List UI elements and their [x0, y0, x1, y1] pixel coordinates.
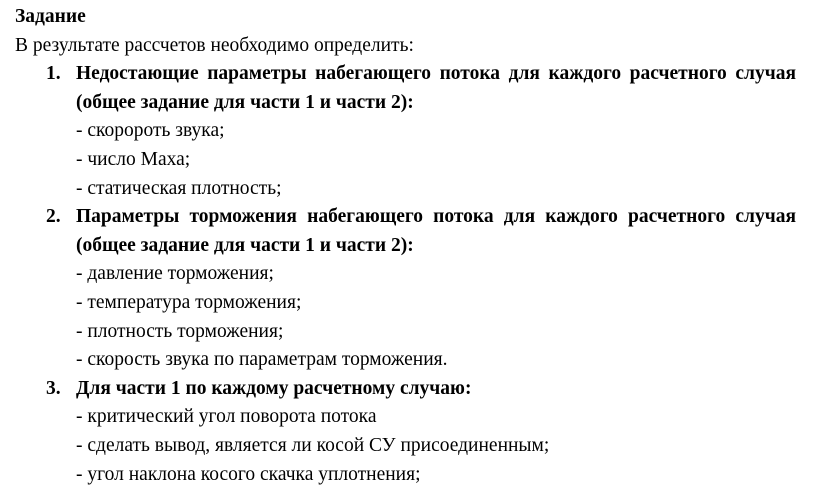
task-subitem: - скоророть звука;: [76, 120, 225, 142]
task-subitem: - критический угол поворота потока: [76, 406, 377, 428]
task-number: 2.: [46, 206, 61, 228]
task-subitem: - статическая плотность;: [76, 177, 282, 199]
task-subitem: - плотность торможения;: [76, 320, 284, 342]
task-subitem: - скорость звука по параметрам торможения.: [76, 349, 448, 371]
task-item-2: [15, 203, 800, 375]
document-heading: Задание: [15, 6, 86, 27]
task-number: 3.: [46, 377, 61, 399]
task-list: [15, 60, 800, 489]
task-subitem: - число Маха;: [76, 148, 191, 170]
task-subitem: - сделать вывод, является ли косой СУ присоединенным;: [76, 434, 550, 456]
task-subitem: - температура торможения;: [76, 291, 302, 313]
task-item-3: [15, 375, 800, 489]
intro-text: В результате рассчетов необходимо определить:: [15, 34, 414, 56]
document-body: [15, 3, 800, 489]
task-subitem: - давление торможения;: [76, 263, 274, 285]
task-title: Для части 1 по каждому расчетному случаю:: [76, 377, 472, 399]
task-number: 1.: [46, 63, 61, 85]
task-item-1: [15, 60, 800, 203]
task-title: Параметры торможения набегающего потока для каждого расчетного случая (общее задание для части 1 и части 2):: [76, 206, 796, 256]
task-subitem: - угол наклона косого скачка уплотнения;: [76, 463, 421, 485]
task-title: Недостающие параметры набегающего потока для каждого расчетного случая (общее задание для части 1 и части 2):: [76, 63, 796, 113]
